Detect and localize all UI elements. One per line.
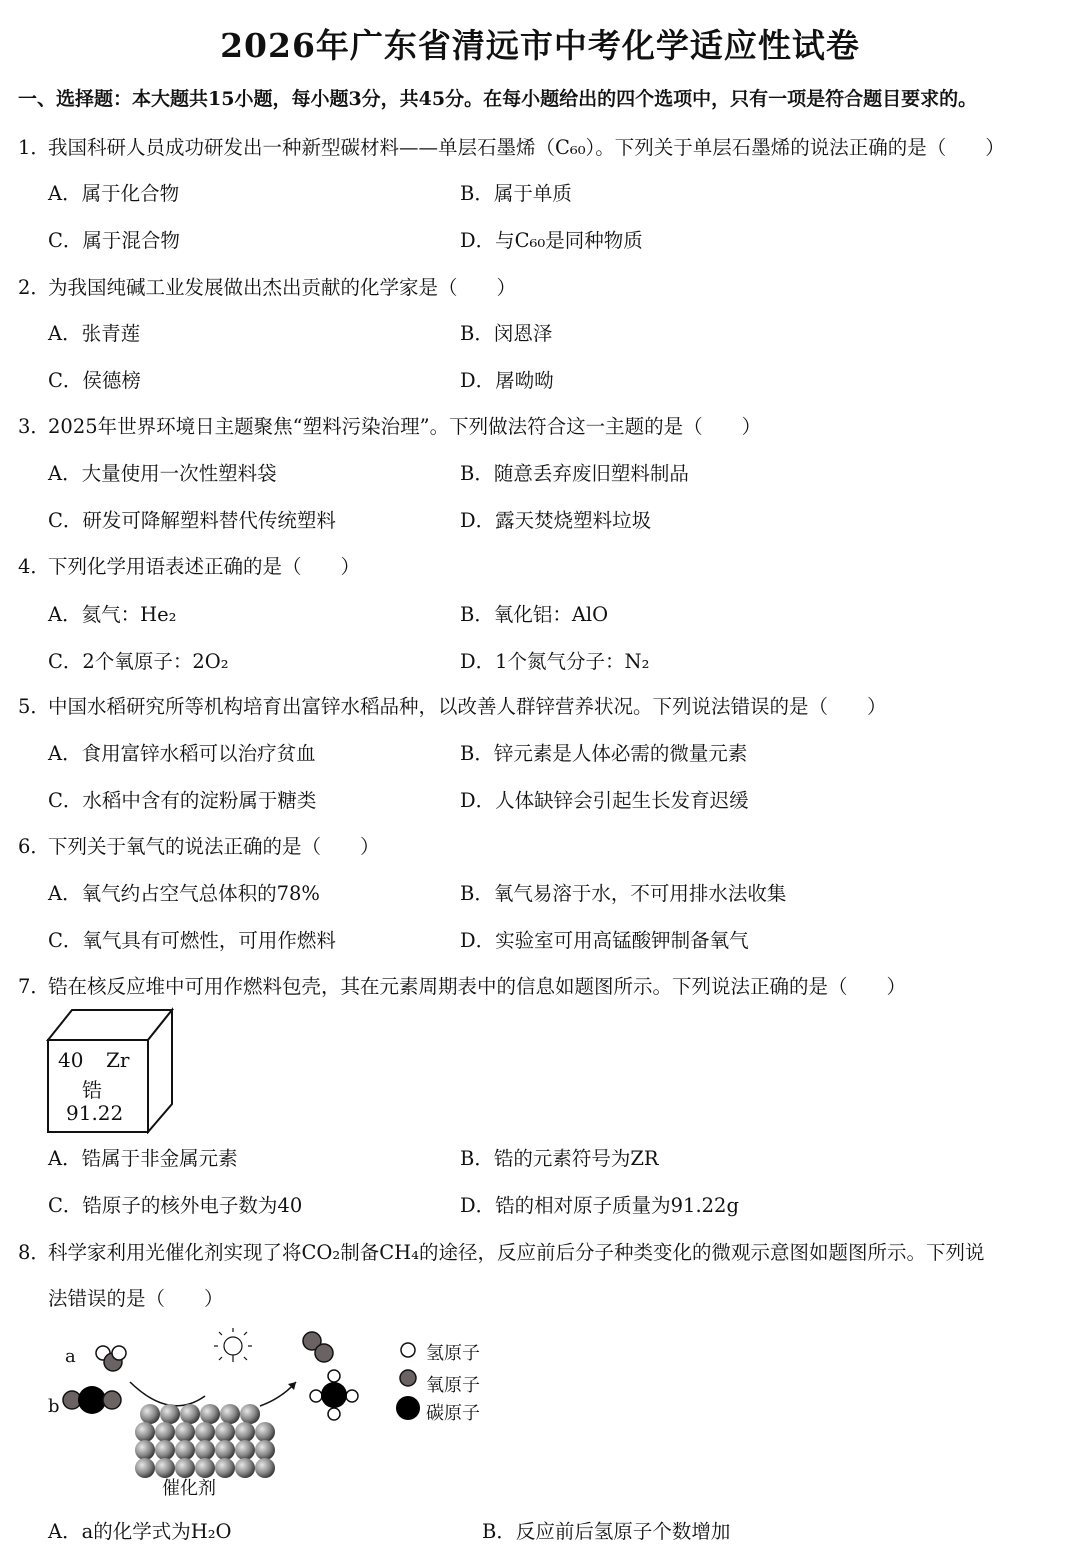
question-1 (18, 132, 1005, 160)
question-2 (18, 272, 516, 300)
option-c: C．侯德榜 (48, 369, 141, 392)
question-8 (18, 1237, 984, 1265)
question-number: 1． (18, 136, 50, 159)
option-a: A．属于化合物 (48, 182, 180, 205)
option-a: A．氦气：He₂ (48, 603, 177, 626)
legend-carbon: 碳原子 (426, 1403, 480, 1424)
molecule-b-carbon-dioxide (63, 1386, 121, 1414)
option-d: D．锆的相对原子质量为91.22g (460, 1194, 739, 1217)
question-number: 5． (18, 695, 50, 718)
page-title: 2026年广东省清远市中考化学适应性试卷 (220, 26, 860, 65)
question-stem: 我国科研人员成功研发出一种新型碳材料——单层石墨烯（C₆₀）。下列关于单层石墨烯的说法正确的是（ ） (48, 136, 1005, 159)
option-a: A．a的化学式为H₂O (48, 1520, 232, 1543)
legend-hydrogen: 氢原子 (426, 1343, 480, 1364)
catalyst-label: 催化剂 (162, 1478, 216, 1499)
question-stem: 锆在核反应堆中可用作燃料包壳，其在元素周期表中的信息如题图所示。下列说法正确的是（ ） (48, 975, 907, 998)
reaction-diagram (48, 1326, 500, 1506)
question-stem: 2025年世界环境日主题聚焦“塑料污染治理”。下列做法符合这一主题的是（ ） (48, 415, 762, 438)
question-number: 6． (18, 835, 50, 858)
option-b: B．锆的元素符号为ZR (460, 1147, 659, 1170)
option-d: D．人体缺锌会引起生长发育迟缓 (460, 789, 749, 812)
option-a: A．锆属于非金属元素 (48, 1147, 238, 1170)
element-card-zr (46, 1006, 176, 1134)
question-stem: 中国水稻研究所等机构培育出富锌水稻品种，以改善人群锌营养状况。下列说法错误的是（ ） (48, 695, 887, 718)
option-d: D．露天焚烧塑料垃圾 (460, 509, 652, 532)
legend-hydrogen-swatch (401, 1343, 415, 1357)
option-a: A．大量使用一次性塑料袋 (48, 462, 277, 485)
option-b: B．反应前后氢原子个数增加 (482, 1520, 731, 1543)
question-number: 8． (18, 1241, 50, 1264)
question-4 (18, 551, 360, 579)
option-c: C．锆原子的核外电子数为40 (48, 1194, 303, 1217)
atomic-number: 40 (58, 1048, 84, 1072)
question-stem: 为我国纯碱工业发展做出杰出贡献的化学家是（ ） (48, 276, 517, 299)
section-header: 一、选择题：本大题共15小题，每小题3分，共45分。在每小题给出的四个选项中，只有一项是符合题目要求的。 (18, 88, 978, 110)
label-b: b (48, 1396, 60, 1417)
option-b: B．属于单质 (460, 182, 572, 205)
option-b: B．氧化铝：AlO (460, 603, 609, 626)
label-a: a (65, 1346, 76, 1367)
question-3 (18, 411, 761, 439)
option-b: B．随意丢弃废旧塑料制品 (460, 462, 689, 485)
question-number: 3． (18, 415, 50, 438)
question-stem: 下列关于氧气的说法正确的是（ ） (48, 835, 380, 858)
legend-oxygen-swatch (400, 1370, 416, 1386)
option-a: A．食用富锌水稻可以治疗贫血 (48, 742, 316, 765)
option-d: D．屠呦呦 (460, 369, 554, 392)
question-7 (18, 971, 906, 999)
option-c: C．水稻中含有的淀粉属于糖类 (48, 789, 317, 812)
legend-carbon-swatch (396, 1396, 420, 1420)
question-stem: 下列化学用语表述正确的是（ ） (48, 555, 361, 578)
option-a: A．氧气约占空气总体积的78% (48, 882, 320, 905)
option-b: B．锌元素是人体必需的微量元素 (460, 742, 748, 765)
option-c: C．2个氧原子：2O₂ (48, 650, 229, 673)
question-number: 4． (18, 555, 50, 578)
molecule-methane (310, 1370, 358, 1420)
option-b: B．闵恩泽 (460, 322, 553, 345)
question-number: 7． (18, 975, 50, 998)
question-stem: 科学家利用光催化剂实现了将CO₂制备CH₄的途径，反应前后分子种类变化的微观示意图如题图所示。下列说 (48, 1241, 985, 1264)
question-6 (18, 831, 380, 859)
atomic-mass: 91.22 (66, 1101, 124, 1125)
option-b: B．氧气易溶于水，不可用排水法收集 (460, 882, 787, 905)
element-symbol: Zr (106, 1048, 130, 1072)
question-number: 2． (18, 276, 50, 299)
element-name: 锆 (82, 1078, 102, 1102)
light-bulb-icon (214, 1328, 252, 1362)
legend-oxygen: 氧原子 (426, 1375, 480, 1396)
molecule-oxygen (303, 1332, 333, 1362)
catalyst-balls (135, 1404, 275, 1478)
option-d: D．与C₆₀是同种物质 (460, 229, 643, 252)
option-c: C．研发可降解塑料替代传统塑料 (48, 509, 336, 532)
molecule-a-water (96, 1346, 126, 1371)
option-d: D．1个氮气分子：N₂ (460, 650, 650, 673)
option-d: D．实验室可用高锰酸钾制备氧气 (460, 929, 749, 952)
option-c: C．属于混合物 (48, 229, 180, 252)
question-5 (18, 691, 887, 719)
question-stem-continued: 法错误的是（ ） (48, 1287, 224, 1310)
option-a: A．张青莲 (48, 322, 141, 345)
option-c: C．氧气具有可燃性，可用作燃料 (48, 929, 336, 952)
